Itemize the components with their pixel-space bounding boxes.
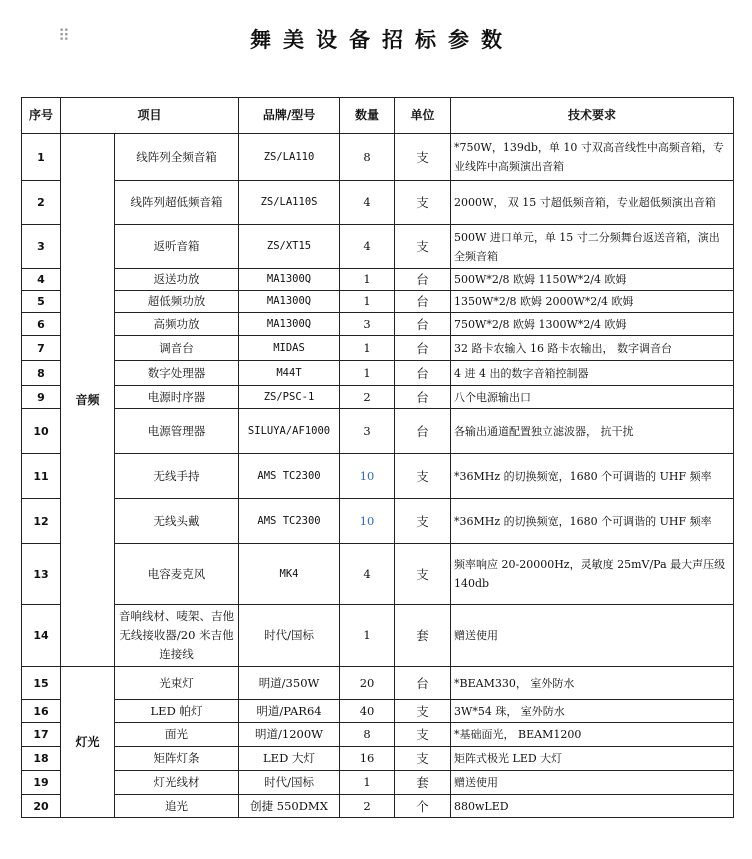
quantity: 1: [340, 361, 395, 386]
item-name: 返听音箱: [115, 225, 239, 269]
quantity: 1: [340, 771, 395, 795]
header-item: 项目: [61, 98, 239, 134]
item-name: 电容麦克风: [115, 544, 239, 605]
row-no: 2: [22, 181, 61, 225]
unit: 支: [395, 181, 451, 225]
document-title: 舞美设备招标参数: [250, 27, 514, 52]
quantity: 1: [340, 291, 395, 313]
unit: 支: [395, 134, 451, 181]
unit: 支: [395, 747, 451, 771]
item-name: 调音台: [115, 336, 239, 361]
row-no: 3: [22, 225, 61, 269]
unit: 套: [395, 771, 451, 795]
row-no: 18: [22, 747, 61, 771]
unit: 台: [395, 409, 451, 454]
item-name: 光束灯: [115, 667, 239, 700]
quantity: 2: [340, 795, 395, 818]
tech-requirement: *36MHz 的切换频宽，1680 个可调谐的 UHF 频率: [451, 499, 734, 544]
tech-requirement: 八个电源输出口: [451, 386, 734, 409]
quantity: 4: [340, 544, 395, 605]
row-no: 11: [22, 454, 61, 499]
tech-requirement: 750W*2/8 欧姆 1300W*2/4 欧姆: [451, 313, 734, 336]
tech-requirement: 频率响应 20-20000Hz，灵敏度 25mV/Pa 最大声压级 140db: [451, 544, 734, 605]
brand-model: ZS/XT15: [239, 225, 340, 269]
tech-requirement: *基础面光， BEAM1200: [451, 723, 734, 747]
drag-handle-icon[interactable]: ⠿: [58, 26, 68, 45]
item-name: 音响线材、唛架、吉他无线接收器/20 米吉他连接线: [115, 605, 239, 667]
spec-table: [21, 97, 734, 818]
quantity: 1: [340, 336, 395, 361]
tech-requirement: 500W*2/8 欧姆 1150W*2/4 欧姆: [451, 269, 734, 291]
brand-model: MA1300Q: [239, 313, 340, 336]
brand-model: 时代/国标: [239, 605, 340, 667]
row-no: 19: [22, 771, 61, 795]
unit: 支: [395, 723, 451, 747]
tech-requirement: 各输出通道配置独立滤波器， 抗干扰: [451, 409, 734, 454]
brand-model: MK4: [239, 544, 340, 605]
row-no: 6: [22, 313, 61, 336]
tech-requirement: 32 路卡农输入 16 路卡农输出， 数字调音台: [451, 336, 734, 361]
unit: 台: [395, 386, 451, 409]
quantity: 20: [340, 667, 395, 700]
item-name: 无线手持: [115, 454, 239, 499]
tech-requirement: *36MHz 的切换频宽，1680 个可调谐的 UHF 频率: [451, 454, 734, 499]
item-name: 电源时序器: [115, 386, 239, 409]
table-row: [22, 181, 734, 225]
tech-requirement: 2000W， 双 15 寸超低频音箱，专业超低频演出音箱: [451, 181, 734, 225]
brand-model: 明道/1200W: [239, 723, 340, 747]
row-no: 10: [22, 409, 61, 454]
table-row: [22, 747, 734, 771]
brand-model: AMS TC2300: [239, 454, 340, 499]
brand-model: 明道/350W: [239, 667, 340, 700]
quantity: 8: [340, 723, 395, 747]
table-row: [22, 723, 734, 747]
tech-requirement: 4 进 4 出的数字音箱控制器: [451, 361, 734, 386]
unit: 个: [395, 795, 451, 818]
tech-requirement: 3W*54 珠， 室外防水: [451, 700, 734, 723]
item-name: 追光: [115, 795, 239, 818]
row-no: 12: [22, 499, 61, 544]
row-no: 17: [22, 723, 61, 747]
unit: 台: [395, 269, 451, 291]
table-header-row: [22, 98, 734, 134]
unit: 支: [395, 225, 451, 269]
table-row: [22, 225, 734, 269]
brand-model: ZS/PSC-1: [239, 386, 340, 409]
item-name: 灯光线材: [115, 771, 239, 795]
tech-requirement: *750W，139db，单 10 寸双高音线性中高频音箱，专业线阵中高频演出音箱: [451, 134, 734, 181]
table-row: [22, 544, 734, 605]
row-no: 8: [22, 361, 61, 386]
row-no: 16: [22, 700, 61, 723]
unit: 台: [395, 313, 451, 336]
item-name: 返送功放: [115, 269, 239, 291]
quantity: 16: [340, 747, 395, 771]
row-no: 4: [22, 269, 61, 291]
brand-model: ZS/LA110S: [239, 181, 340, 225]
quantity: 3: [340, 313, 395, 336]
quantity: 1: [340, 269, 395, 291]
table-row: [22, 409, 734, 454]
brand-model: ZS/LA110: [239, 134, 340, 181]
quantity: 10: [340, 499, 395, 544]
unit: 支: [395, 544, 451, 605]
quantity: 4: [340, 181, 395, 225]
brand-model: 明道/PAR64: [239, 700, 340, 723]
unit: 支: [395, 454, 451, 499]
row-no: 13: [22, 544, 61, 605]
table-row: [22, 134, 734, 181]
row-no: 9: [22, 386, 61, 409]
quantity: 3: [340, 409, 395, 454]
brand-model: 创捷 550DMX: [239, 795, 340, 818]
header-no: 序号: [22, 98, 61, 134]
header-tech: 技术要求: [451, 98, 734, 134]
item-name: 电源管理器: [115, 409, 239, 454]
tech-requirement: *BEAM330， 室外防水: [451, 667, 734, 700]
category-light: 灯光: [61, 667, 115, 818]
tech-requirement: 赠送使用: [451, 605, 734, 667]
tech-requirement: 矩阵式极光 LED 大灯: [451, 747, 734, 771]
quantity: 2: [340, 386, 395, 409]
item-name: 超低频功放: [115, 291, 239, 313]
item-name: 高频功放: [115, 313, 239, 336]
item-name: 数字处理器: [115, 361, 239, 386]
category-audio: 音频: [61, 134, 115, 667]
unit: 套: [395, 605, 451, 667]
brand-model: SILUYA/AF1000: [239, 409, 340, 454]
table-row: [22, 454, 734, 499]
quantity: 4: [340, 225, 395, 269]
table-row: [22, 313, 734, 336]
table-row: [22, 269, 734, 291]
row-no: 15: [22, 667, 61, 700]
table-row: [22, 771, 734, 795]
unit: 台: [395, 667, 451, 700]
header-brand: 品牌/型号: [239, 98, 340, 134]
table-row: [22, 386, 734, 409]
brand-model: MIDAS: [239, 336, 340, 361]
quantity: 8: [340, 134, 395, 181]
item-name: 面光: [115, 723, 239, 747]
quantity: 1: [340, 605, 395, 667]
quantity: 10: [340, 454, 395, 499]
row-no: 5: [22, 291, 61, 313]
table-row: [22, 605, 734, 667]
unit: 支: [395, 499, 451, 544]
table-row: [22, 667, 734, 700]
unit: 台: [395, 361, 451, 386]
table-row: [22, 361, 734, 386]
table-row: [22, 499, 734, 544]
item-name: 矩阵灯条: [115, 747, 239, 771]
header-unit: 单位: [395, 98, 451, 134]
tech-requirement: 1350W*2/8 欧姆 2000W*2/4 欧姆: [451, 291, 734, 313]
item-name: 无线头戴: [115, 499, 239, 544]
table-row: [22, 291, 734, 313]
row-no: 20: [22, 795, 61, 818]
brand-model: MA1300Q: [239, 291, 340, 313]
item-name: 线阵列超低频音箱: [115, 181, 239, 225]
table-row: [22, 795, 734, 818]
brand-model: LED 大灯: [239, 747, 340, 771]
brand-model: M44T: [239, 361, 340, 386]
item-name: 线阵列全频音箱: [115, 134, 239, 181]
quantity: 40: [340, 700, 395, 723]
table-row: [22, 336, 734, 361]
item-name: LED 帕灯: [115, 700, 239, 723]
header-qty: 数量: [340, 98, 395, 134]
row-no: 14: [22, 605, 61, 667]
unit: 支: [395, 700, 451, 723]
row-no: 7: [22, 336, 61, 361]
tech-requirement: 赠送使用: [451, 771, 734, 795]
unit: 台: [395, 336, 451, 361]
tech-requirement: 500W 进口单元，单 15 寸二分频舞台返送音箱，演出全频音箱: [451, 225, 734, 269]
tech-requirement: 880wLED: [451, 795, 734, 818]
table-row: [22, 700, 734, 723]
row-no: 1: [22, 134, 61, 181]
brand-model: 时代/国标: [239, 771, 340, 795]
unit: 台: [395, 291, 451, 313]
brand-model: AMS TC2300: [239, 499, 340, 544]
brand-model: MA1300Q: [239, 269, 340, 291]
